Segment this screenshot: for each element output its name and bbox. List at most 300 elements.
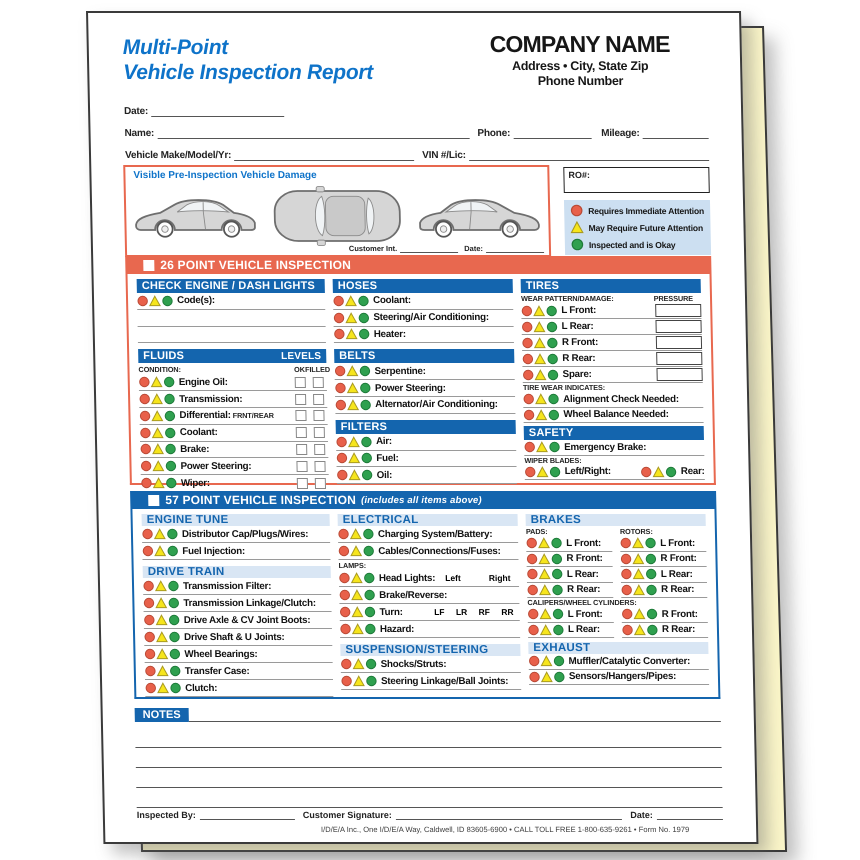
col-brakes-exhaust [526, 514, 710, 697]
row-label: Clutch: [185, 682, 218, 694]
ok-checkbox[interactable] [294, 377, 305, 388]
row-label: Fuel: [376, 452, 399, 464]
row-label: Steering/Air Conditioning: [373, 312, 489, 324]
footer-date-line[interactable] [657, 810, 723, 820]
belt-row [334, 363, 514, 380]
drivetrain-row [143, 595, 331, 612]
status-symbols[interactable] [144, 614, 181, 626]
fluid-row [141, 475, 329, 492]
status-symbols[interactable] [524, 441, 561, 453]
status-symbols[interactable] [528, 655, 565, 667]
row-label: Wiper: [180, 477, 210, 489]
section-checkbox[interactable] [148, 495, 159, 506]
status-symbols[interactable] [338, 528, 375, 540]
row-label: Serpentine: [374, 365, 426, 377]
damage-box-title: Visible Pre-Inspection Vehicle Damage [133, 170, 317, 181]
status-symbols[interactable] [525, 466, 562, 478]
customer-signature-line[interactable] [396, 810, 623, 820]
row-label: Sensors/Hangers/Pipes: [568, 671, 677, 683]
electrical-header: ELECTRICAL [338, 514, 518, 526]
company-name: COMPANY NAME [489, 31, 670, 57]
rotors-label: ROTORS: [619, 527, 653, 536]
lamps-label: LAMPS: [338, 561, 367, 570]
right-label: Right [488, 573, 511, 583]
engine-row [142, 543, 330, 560]
filled-checkbox[interactable] [313, 427, 324, 438]
row-label: Cables/Connections/Fuses: [378, 545, 501, 557]
pressure-input-box[interactable] [655, 320, 701, 333]
section-26-title: 26 POINT VEHICLE INSPECTION [160, 258, 352, 272]
filters-title: FILTERS [340, 420, 388, 433]
filled-label: FILLED [304, 365, 331, 375]
drivetrain-row [145, 663, 333, 680]
name-field-row [124, 127, 708, 139]
row-label: Left/Right: [564, 466, 612, 478]
row-label: Emergency Brake: [564, 441, 647, 453]
row-label: Drive Shaft & U Joints: [183, 631, 285, 643]
col-hoses-belts-filters [333, 279, 517, 492]
status-symbols[interactable] [334, 328, 371, 340]
row-label: L Front: [567, 608, 603, 620]
brakes-header: BRAKES [526, 514, 706, 526]
row-label: Steering Linkage/Ball Joints: [380, 675, 509, 687]
status-symbols[interactable] [143, 597, 180, 609]
row-label: Hazard: [379, 623, 415, 635]
vehicle-field-row [125, 149, 709, 161]
caliper-row [527, 607, 613, 623]
status-symbols[interactable] [339, 572, 376, 584]
status-symbols[interactable] [140, 443, 177, 455]
caliper-row [621, 607, 707, 623]
notes-line[interactable] [135, 748, 721, 768]
car-side-left-icon[interactable] [132, 193, 259, 240]
row-label: R Front: [561, 337, 599, 348]
form-title-line2: Vehicle Inspection Report [123, 61, 374, 84]
row-label: R Front: [566, 553, 603, 565]
section-57-point-bar [130, 491, 716, 509]
rotors-row [620, 536, 706, 552]
brakes-subhead [526, 526, 706, 536]
caliper-row [528, 623, 614, 639]
date-label: Date: [123, 106, 149, 117]
tire-row [521, 319, 701, 335]
status-symbols[interactable] [137, 295, 174, 307]
tire-row [521, 303, 701, 319]
ok-checkbox[interactable] [296, 444, 307, 455]
row-label: Muffler/Catalytic Converter: [568, 655, 691, 667]
status-symbols[interactable] [143, 580, 180, 592]
status-symbols[interactable] [526, 553, 563, 565]
fluids-subhead [138, 363, 331, 375]
row-label: Transfer Case: [184, 665, 250, 677]
section-57-point-box [130, 509, 720, 699]
tire-wear-indicates-label: TIRE WEAR INDICATES: [522, 383, 606, 392]
turn-positions-label: LF LR RF RR [434, 607, 514, 617]
suspension-row [341, 673, 521, 690]
mileage-input-line[interactable] [642, 127, 708, 139]
damage-date-line[interactable] [486, 244, 544, 253]
electrical-row [338, 543, 518, 560]
ro-label: RO#: [568, 170, 591, 180]
notes-label: NOTES [135, 708, 189, 722]
phone-input-line[interactable] [513, 127, 591, 139]
safety-title: SAFETY [528, 427, 574, 439]
row-label: Heater: [373, 328, 406, 340]
vin-label: VIN #/Lic: [422, 150, 466, 161]
rotors-row [620, 552, 706, 568]
legend-label: Inspected and is Okay [588, 239, 676, 250]
inspection-row [137, 293, 325, 310]
status-symbols[interactable] [334, 365, 371, 377]
ok-checkbox[interactable] [295, 410, 306, 421]
row-label: R Front: [661, 608, 698, 620]
row-label: Alternator/Air Conditioning: [375, 399, 498, 411]
notes-line[interactable] [136, 768, 722, 788]
suspension-header: SUSPENSION/STEERING [340, 644, 520, 656]
vin-input-line[interactable] [469, 149, 709, 161]
name-label: Name: [124, 128, 155, 139]
section-26-point-box [126, 274, 716, 489]
status-symbols[interactable] [522, 337, 559, 349]
wiper-row [524, 465, 704, 481]
row-label: Brake/Reverse: [379, 589, 448, 601]
damage-diagram-box[interactable] [123, 165, 551, 257]
hose-row [333, 293, 513, 310]
form-title-line1: Multi-Point [122, 36, 229, 59]
pressure-input-box[interactable] [656, 352, 702, 365]
pads-label: PADS: [525, 527, 548, 536]
hose-row [334, 327, 514, 344]
row-label: L Rear: [561, 321, 594, 332]
status-symbols[interactable] [336, 436, 373, 448]
form-title [123, 35, 374, 85]
customer-signature-label: Customer Signature: [302, 810, 392, 820]
status-symbols[interactable] [523, 393, 560, 405]
row-label: Air: [375, 436, 393, 448]
wear-pattern-label: WEAR PATTERN/DAMAGE: [520, 294, 614, 303]
status-symbols[interactable] [521, 321, 558, 333]
filters-header [336, 420, 516, 434]
filter-row [336, 451, 516, 468]
exhaust-row [529, 670, 709, 686]
filled-checkbox[interactable] [313, 410, 324, 421]
status-symbols[interactable] [528, 624, 565, 636]
car-top-view-icon[interactable] [270, 185, 405, 247]
tire-row [522, 367, 702, 383]
drivetrain-row [144, 612, 332, 629]
status-symbols[interactable] [621, 568, 658, 580]
status-symbols[interactable] [337, 469, 374, 481]
row-label: Spare: [562, 369, 592, 380]
customer-int-label: Customer Int. [348, 244, 398, 253]
ok-checkbox[interactable] [296, 478, 307, 489]
mileage-label: Mileage: [601, 128, 640, 139]
row-label: Brake: [180, 443, 210, 455]
belt-row [335, 397, 515, 414]
tires-subhead [521, 293, 701, 303]
status-symbols[interactable] [521, 305, 558, 317]
car-side-right-icon[interactable] [416, 193, 543, 240]
headlights-row [339, 570, 519, 587]
legend-item-future [570, 221, 704, 234]
blank-code-line[interactable] [138, 327, 326, 344]
row-label: Shocks/Struts: [380, 658, 447, 670]
row-label: Code(s): [176, 295, 215, 307]
status-symbols[interactable] [333, 312, 370, 324]
status-symbols[interactable] [142, 528, 179, 540]
exhaust-header: EXHAUST [528, 642, 708, 654]
status-symbols[interactable] [142, 545, 179, 557]
suspension-row [341, 656, 521, 673]
engine-tune-header: ENGINE TUNE [142, 514, 330, 526]
fluid-row [139, 391, 327, 408]
row-label: Transmission Linkage/Clutch: [183, 597, 316, 609]
row-label: Differential: [179, 410, 231, 422]
col-electrical-suspension [338, 514, 522, 697]
fluids-title: FLUIDS [143, 350, 185, 363]
status-symbols[interactable] [622, 608, 659, 620]
legend-item-okay [571, 238, 705, 251]
section-checkbox[interactable] [143, 260, 154, 271]
fluid-row [140, 425, 328, 442]
status-symbols[interactable] [339, 589, 376, 601]
inspection-form-sheet [86, 11, 758, 844]
yellow-triangle-icon [570, 221, 583, 234]
check-engine-header [137, 279, 325, 293]
company-address: Address • City, State Zip [511, 59, 649, 73]
status-symbols[interactable] [522, 353, 559, 365]
legend-label: Requires Immediate Attention [588, 205, 705, 216]
tire-indicate-row [523, 392, 703, 408]
left-label: Left [445, 573, 461, 583]
status-symbols[interactable] [140, 460, 177, 472]
belts-title: BELTS [339, 350, 376, 363]
ok-checkbox[interactable] [295, 394, 306, 405]
condition-label: CONDITION: [138, 365, 181, 375]
phone-label: Phone: [477, 128, 511, 139]
section-26-point-bar [125, 256, 711, 274]
tires-header [521, 279, 701, 293]
status-symbols[interactable] [529, 671, 566, 683]
ok-checkbox[interactable] [296, 461, 307, 472]
status-symbols[interactable] [341, 675, 378, 687]
wiper-subhead [524, 456, 704, 465]
pads-row [527, 583, 613, 599]
row-label: Wheel Balance Needed: [563, 409, 669, 421]
damage-date-label: Date: [464, 244, 484, 253]
filled-checkbox[interactable] [312, 377, 323, 388]
vehicle-input-line[interactable] [234, 149, 414, 161]
row-label: Coolant: [179, 427, 218, 439]
engine-row [142, 526, 330, 543]
drivetrain-row [143, 578, 331, 595]
check-engine-title: CHECK ENGINE / DASH LIGHTS [141, 280, 316, 292]
pressure-input-box[interactable] [656, 336, 702, 349]
safety-header [524, 426, 704, 440]
row-label: Engine Oil: [178, 376, 228, 388]
belt-row [335, 380, 515, 397]
status-symbols[interactable] [523, 409, 560, 421]
signature-row [137, 810, 723, 820]
filter-row [337, 467, 517, 484]
row-label: Drive Axle & CV Joint Boots: [183, 614, 311, 626]
status-symbols[interactable] [145, 682, 182, 694]
status-symbols[interactable] [621, 584, 658, 596]
row-label: R Rear: [661, 624, 696, 636]
status-symbols[interactable] [139, 376, 176, 388]
notes-line[interactable] [135, 722, 722, 748]
row-label: R Rear: [562, 353, 596, 364]
status-symbols[interactable] [522, 369, 559, 381]
section-57-subtitle: (includes all items above) [360, 494, 482, 506]
filter-row [336, 434, 516, 451]
row-label: Turn: [379, 606, 403, 618]
status-symbols[interactable] [340, 623, 377, 635]
row-label: Transmission: [179, 393, 243, 405]
tire-wear-subhead [523, 383, 703, 392]
row-label: L Rear: [567, 624, 600, 636]
hoses-header [333, 279, 513, 293]
electrical-row [338, 526, 518, 543]
status-symbols[interactable] [140, 427, 177, 439]
fine-print: I/D/E/A Inc., One I/D/E/A Way, Caldwell, ID 83605-6900 • CALL TOLL FREE 1-800-635-9261 • Form No. 1979 [320, 825, 690, 834]
row-label: Fuel Injection: [182, 545, 246, 557]
tire-row [522, 335, 702, 351]
row-label: L Rear: [566, 568, 599, 580]
status-symbols[interactable] [144, 648, 181, 660]
status-symbols[interactable] [145, 665, 182, 677]
inspected-by-label: Inspected By: [136, 810, 196, 820]
status-symbols[interactable] [527, 568, 564, 580]
name-input-line[interactable] [157, 127, 470, 139]
red-circle-icon [570, 204, 583, 217]
status-symbols[interactable] [341, 658, 378, 670]
pads-row [526, 536, 612, 552]
status-symbols[interactable] [620, 537, 657, 549]
row-label: Distributor Cap/Plugs/Wires: [181, 528, 309, 540]
drivetrain-row [144, 629, 332, 646]
status-symbols[interactable] [641, 466, 678, 478]
status-symbols[interactable] [620, 553, 657, 565]
fluids-levels-label: LEVELS [281, 350, 322, 362]
row-label: Power Steering: [180, 460, 252, 472]
rotors-row [621, 567, 707, 583]
status-symbols[interactable] [335, 382, 372, 394]
status-symbols[interactable] [139, 393, 176, 405]
rotors-row [621, 583, 707, 599]
filled-checkbox[interactable] [314, 478, 325, 489]
notes-line[interactable] [136, 788, 722, 808]
hazard-row [340, 621, 520, 638]
fluid-row [140, 458, 328, 475]
row-label: R Front: [660, 553, 697, 565]
notes-line[interactable] [189, 708, 721, 722]
row-label: Oil: [376, 469, 393, 481]
row-label: R Rear: [567, 584, 601, 596]
row-label: Transmission Filter: [182, 580, 272, 592]
legend-label: May Require Future Attention [588, 222, 704, 233]
row-label: Alignment Check Needed: [563, 393, 679, 405]
status-symbols[interactable] [144, 631, 181, 643]
col-tires-safety [521, 279, 705, 492]
filled-checkbox[interactable] [314, 444, 325, 455]
differential-note: FRNT/REAR [232, 411, 275, 421]
row-label: Wheel Bearings: [184, 648, 258, 660]
calipers-label: CALIPERS/WHEEL CYLINDERS: [527, 598, 637, 607]
row-label: L Front: [561, 305, 597, 316]
status-symbols[interactable] [141, 477, 178, 489]
row-label: L Front: [566, 537, 602, 549]
filled-checkbox[interactable] [313, 394, 324, 405]
drivetrain-row [145, 680, 333, 697]
status-symbols[interactable] [622, 624, 659, 636]
status-symbols[interactable] [336, 452, 373, 464]
status-symbols[interactable] [339, 606, 376, 618]
pads-row [527, 567, 613, 583]
caliper-row [622, 623, 708, 639]
pressure-input-box[interactable] [656, 368, 702, 381]
company-phone: Phone Number [537, 74, 624, 88]
drivetrain-row [144, 646, 332, 663]
section-57-title: 57 POINT VEHICLE INSPECTION [165, 493, 357, 507]
status-symbols[interactable] [338, 545, 375, 557]
hose-row [333, 310, 513, 327]
row-label: L Rear: [660, 568, 693, 580]
safety-row [524, 440, 704, 456]
ok-checkbox[interactable] [295, 427, 306, 438]
exhaust-row [528, 654, 708, 670]
row-label: R Rear: [661, 584, 695, 596]
footer-date-label: Date: [630, 810, 653, 820]
status-symbols[interactable] [139, 410, 176, 422]
col-check-engine-fluids [137, 279, 329, 492]
date-input-line[interactable] [151, 105, 284, 117]
blank-code-line[interactable] [137, 310, 325, 327]
status-symbols[interactable] [526, 537, 563, 549]
row-label: L Front: [660, 537, 696, 549]
status-symbols[interactable] [335, 399, 372, 411]
status-symbols[interactable] [333, 295, 370, 307]
inspected-by-line[interactable] [200, 810, 295, 820]
tire-indicate-row [523, 408, 703, 424]
row-label: Power Steering: [374, 382, 446, 394]
row-label: Coolant: [372, 295, 411, 307]
pressure-label: PRESSURE [653, 294, 694, 303]
ro-number-box[interactable] [563, 167, 710, 193]
row-label: Rear: [680, 466, 705, 478]
hoses-title: HOSES [337, 280, 378, 292]
fluid-row [139, 374, 327, 391]
status-symbols[interactable] [527, 584, 564, 596]
damage-box-footer [349, 244, 544, 253]
customer-int-line[interactable] [400, 244, 458, 253]
col-engine-drivetrain [142, 514, 334, 697]
tires-title: TIRES [525, 280, 560, 292]
row-label: Head Lights: [378, 572, 436, 584]
fluids-header [138, 349, 326, 363]
filled-checkbox[interactable] [314, 461, 325, 472]
ok-label: OK [294, 365, 305, 375]
green-circle-icon [571, 238, 584, 251]
status-legend [564, 200, 711, 255]
pads-row [526, 552, 612, 568]
drive-train-header: DRIVE TRAIN [143, 566, 331, 578]
status-symbols[interactable] [528, 608, 565, 620]
wiper-blades-label: WIPER BLADES: [524, 455, 582, 465]
pressure-input-box[interactable] [655, 304, 701, 317]
row-label: Charging System/Battery: [377, 528, 493, 540]
tire-row [522, 351, 702, 367]
